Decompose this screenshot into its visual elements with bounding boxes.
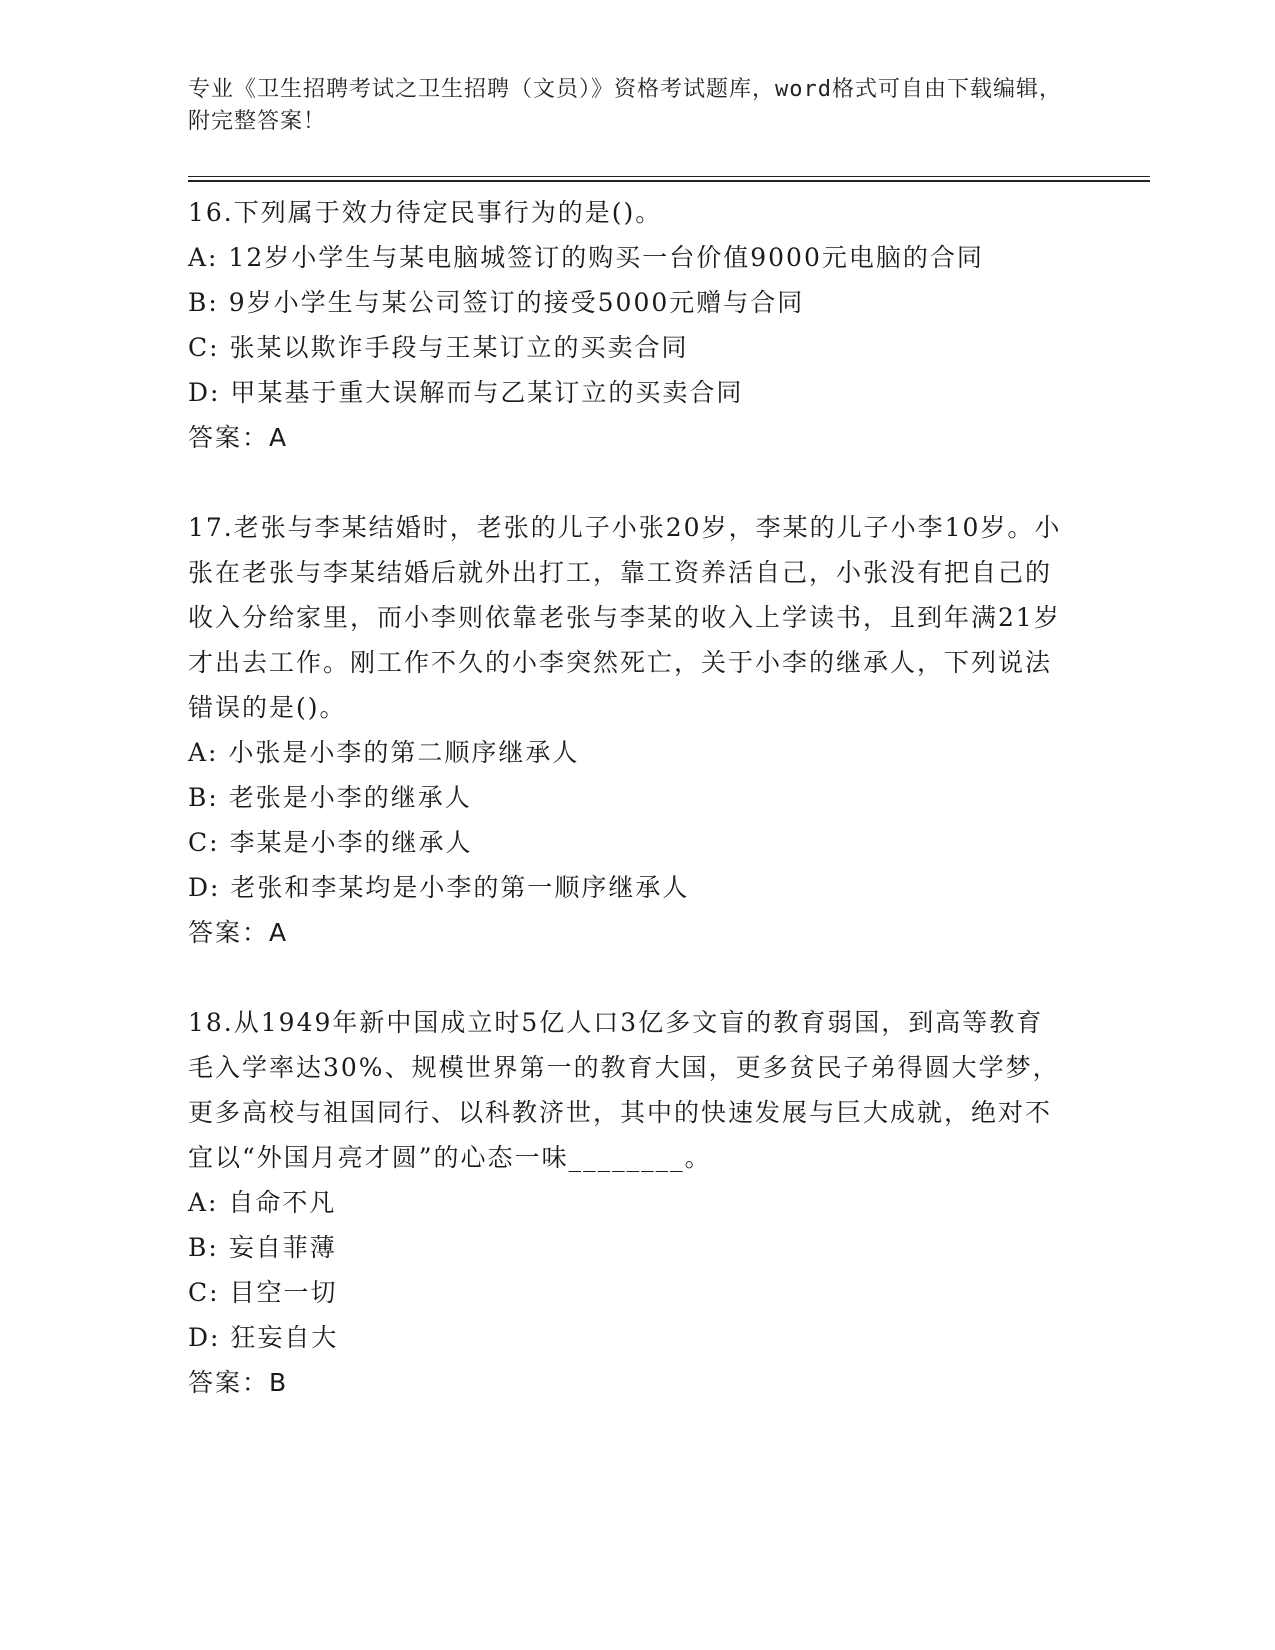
- answer-label: 答案：B: [188, 1368, 289, 1397]
- question-stem: 18.从1949年新中国成立时5亿人口3亿多文盲的教育弱国，到高等教育毛入学率达30%、规模世界第一的教育大国，更多贫民子弟得圆大学梦，更多高校与祖国同行、以科教济世，其中的快速发展与巨大成就，绝对不宜以“外国月亮才圆”的心态一味________。: [188, 1008, 1060, 1172]
- question-stem: 16.下列属于效力待定民事行为的是()。: [188, 198, 663, 227]
- option-a: A: 12岁小学生与某电脑城签订的购买一台价值9000元电脑的合同: [188, 243, 984, 272]
- question-18: [188, 1000, 1088, 1405]
- option-a: A: 小张是小李的第二顺序继承人: [188, 738, 580, 767]
- answer-label: 答案：A: [188, 423, 289, 452]
- document-header: 专业《卫生招聘考试之卫生招聘（文员）》资格考试题库，word格式可自由下载编辑，附完整答案！: [188, 77, 1062, 134]
- question-16: [188, 190, 1088, 460]
- question-17: [188, 505, 1088, 955]
- option-b: B: 9岁小学生与某公司签订的接受5000元赠与合同: [188, 288, 805, 317]
- option-c: C: 目空一切: [188, 1278, 338, 1307]
- question-spacer: [188, 955, 1088, 1000]
- question-stem: 17.老张与李某结婚时，老张的儿子小张20岁，李某的儿子小李10岁。小张在老张与李某结婚后就外出打工，靠工资养活自己，小张没有把自己的收入分给家里，而小李则依靠老张与李某的收入上学读书，且到年满21岁才出去工作。刚工作不久的小李突然死亡，关于小李的继承人，下列说法错误的是()。: [188, 513, 1062, 722]
- option-d: D: 老张和李某均是小李的第一顺序继承人: [188, 873, 690, 902]
- header-rule-thick: [188, 180, 1150, 182]
- option-d: D: 狂妄自大: [188, 1323, 339, 1352]
- option-c: C: 张某以欺诈手段与王某订立的买卖合同: [188, 333, 689, 362]
- question-list: [188, 190, 1088, 1405]
- option-d: D: 甲某基于重大误解而与乙某订立的买卖合同: [188, 378, 744, 407]
- answer-label: 答案：A: [188, 918, 289, 947]
- header-rule-thin: [188, 176, 1150, 177]
- option-b: B: 妄自菲薄: [188, 1233, 337, 1262]
- option-c: C: 李某是小李的继承人: [188, 828, 473, 857]
- question-spacer: [188, 460, 1088, 505]
- option-b: B: 老张是小李的继承人: [188, 783, 472, 812]
- option-a: A: 自命不凡: [188, 1188, 337, 1217]
